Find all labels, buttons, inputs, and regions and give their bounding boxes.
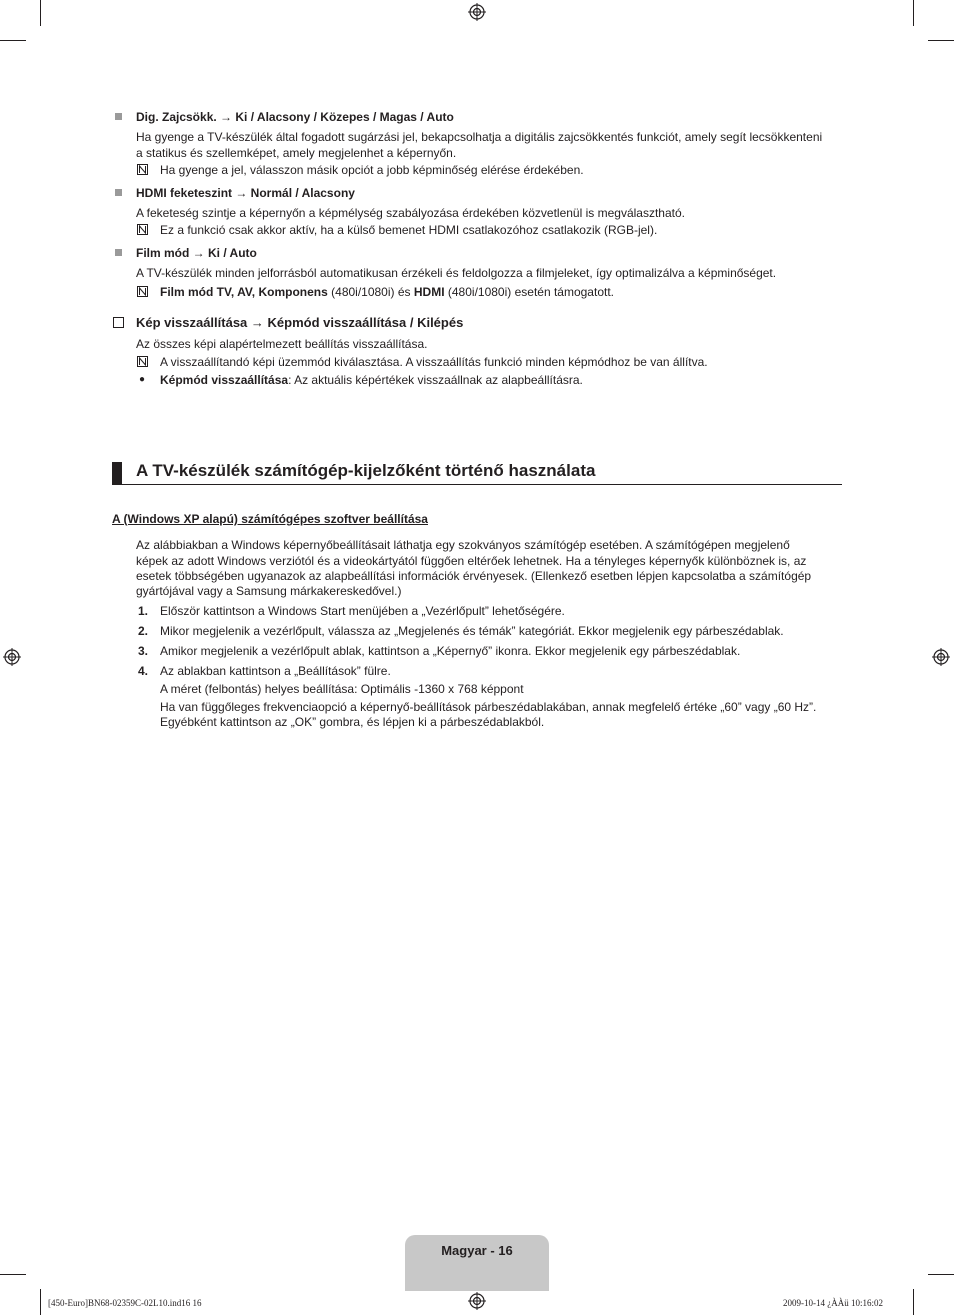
intro-line: Az alábbiakban a Windows képernyőbeállításait láthatja egy szokványos számítógép esetében. A számítógépen megjelenő bbox=[136, 538, 790, 552]
step-text: Az ablakban kattintson a „Beállítások” fülre. bbox=[160, 664, 391, 678]
crop-mark bbox=[0, 1274, 26, 1275]
step-text: Először kattintson a Windows Start menüjében a „Vezérlőpult” lehetőségére. bbox=[160, 604, 565, 618]
crop-mark bbox=[40, 1289, 41, 1315]
crop-mark bbox=[928, 40, 954, 41]
hdmi-black-text: A feketeség szintje a képernyőn a képmélység szabályozása érdekében közvetlenül is megválasztható. bbox=[136, 206, 685, 220]
note-icon bbox=[137, 224, 148, 235]
picture-reset-text: Az összes képi alapértelmezett beállítás visszaállítása. bbox=[136, 337, 428, 351]
dig-noise-note: Ha gyenge a jel, válasszon másik opciót a jobb képminőség elérése érdekében. bbox=[160, 163, 584, 177]
film-mode-note-text: (480i/1080i) és bbox=[327, 285, 414, 299]
picture-reset-title: Kép visszaállítása → Képmód visszaállítása / Kilépés bbox=[136, 315, 464, 330]
picture-reset-bullet-text: : Az aktuális képértékek visszaállnak az alapbeállításra. bbox=[288, 373, 583, 387]
round-bullet-icon: ● bbox=[139, 374, 146, 385]
intro-line: gyártójával vagy a Samsung márkakereskedővel.) bbox=[136, 584, 402, 598]
picture-reset-bullet-bold: Képmód visszaállítása bbox=[160, 373, 289, 387]
film-mode-note-bold: Film mód TV, AV, Komponens bbox=[160, 285, 328, 299]
checkbox-bullet-icon bbox=[113, 317, 124, 328]
intro-line: képek az adott Windows verziótól és a videokártyától függően eltérőek lehetnek. Ha a tényleges képernyők különböznek is, az bbox=[136, 554, 807, 568]
film-mode-note-bold: HDMI bbox=[413, 285, 445, 299]
square-bullet-icon bbox=[115, 113, 122, 120]
print-slug-left: [450-Euro]BN68-02359C-02L10.ind16 16 bbox=[48, 1298, 202, 1308]
step-4-detail: Egyébként kattintson az „OK” gombra, és lépjen ki a párbeszédablakból. bbox=[160, 715, 545, 729]
crop-mark bbox=[913, 1289, 914, 1315]
registration-mark-icon bbox=[468, 3, 486, 21]
picture-reset-note: A visszaállítandó képi üzemmód kiválasztása. A visszaállítás funkció minden képmódhoz be van állítva. bbox=[160, 355, 708, 369]
step-number: 1. bbox=[138, 604, 149, 618]
step-text: Amikor megjelenik a vezérlőpult ablak, kattintson a „Képernyő” ikonra. Ekkor megjelenik egy párbeszédablak. bbox=[160, 644, 741, 658]
subsection-heading: A (Windows XP alapú) számítógépes szoftver beállítása bbox=[112, 512, 428, 526]
page-number: Magyar - 16 bbox=[441, 1243, 513, 1258]
note-icon bbox=[137, 164, 148, 175]
crop-mark bbox=[0, 40, 26, 41]
step-4-detail: Ha van függőleges frekvenciaopció a képernyő-beállítások párbeszédablakában, annak megfelelő értéke „60” vagy „60 Hz”. bbox=[160, 700, 817, 714]
hdmi-black-note: Ez a funkció csak akkor aktív, ha a külső bemenet HDMI csatlakozóhoz csatlakozik (RGB-jel). bbox=[160, 223, 658, 237]
heading-bar-icon bbox=[112, 462, 122, 484]
crop-mark bbox=[928, 1274, 954, 1275]
picture-reset-bullet bbox=[160, 372, 583, 388]
note-icon bbox=[137, 356, 148, 367]
registration-mark-icon bbox=[932, 648, 950, 666]
step-number: 3. bbox=[138, 644, 149, 658]
dig-noise-text-line: a statikus és szellemképet, amely megjelenhet a képernyőn. bbox=[136, 146, 457, 160]
note-icon bbox=[137, 286, 148, 297]
step-number: 2. bbox=[138, 624, 149, 638]
step-number: 4. bbox=[138, 664, 149, 678]
crop-mark bbox=[40, 0, 41, 26]
crop-mark bbox=[913, 0, 914, 26]
dig-noise-title: Dig. Zajcsökk. → Ki / Alacsony / Közepes / Magas / Auto bbox=[136, 110, 454, 124]
print-slug-right: 2009-10-14 ¿ÀÀü 10:16:02 bbox=[783, 1298, 883, 1308]
film-mode-note bbox=[160, 284, 614, 300]
film-mode-note-text: (480i/1080i) esetén támogatott. bbox=[444, 285, 614, 299]
hdmi-black-title: HDMI feketeszint → Normál / Alacsony bbox=[136, 186, 355, 200]
intro-line: esetek többségében ugyanazok az alapbeállítási információk érvényesek. (Ellenkező esetben lépjen kapcsolatba a számítógép bbox=[136, 569, 812, 583]
step-4-detail: A méret (felbontás) helyes beállítása: Optimális -1360 x 768 képpont bbox=[160, 682, 524, 696]
registration-mark-icon bbox=[3, 648, 21, 666]
section-heading: A TV-készülék számítógép-kijelzőként történő használata bbox=[136, 461, 596, 480]
registration-mark-icon bbox=[468, 1292, 486, 1310]
step-text: Mikor megjelenik a vezérlőpult, válassza az „Megjelenés és témák” kategóriát. Ekkor megjelenik egy párbeszédablak. bbox=[160, 624, 784, 638]
film-mode-title: Film mód → Ki / Auto bbox=[136, 246, 257, 260]
film-mode-text: A TV-készülék minden jelforrásból automatikusan érzékeli és feldolgozza a filmjeleket, így optimalizálva a képminőséget. bbox=[136, 266, 777, 280]
square-bullet-icon bbox=[115, 249, 122, 256]
heading-rule bbox=[112, 484, 842, 485]
dig-noise-text-line: Ha gyenge a TV-készülék által fogadott sugárzási jel, bekapcsolhatja a digitális zajcsökkentés funkciót, amely segít lecsökkenteni bbox=[136, 130, 823, 144]
square-bullet-icon bbox=[115, 189, 122, 196]
